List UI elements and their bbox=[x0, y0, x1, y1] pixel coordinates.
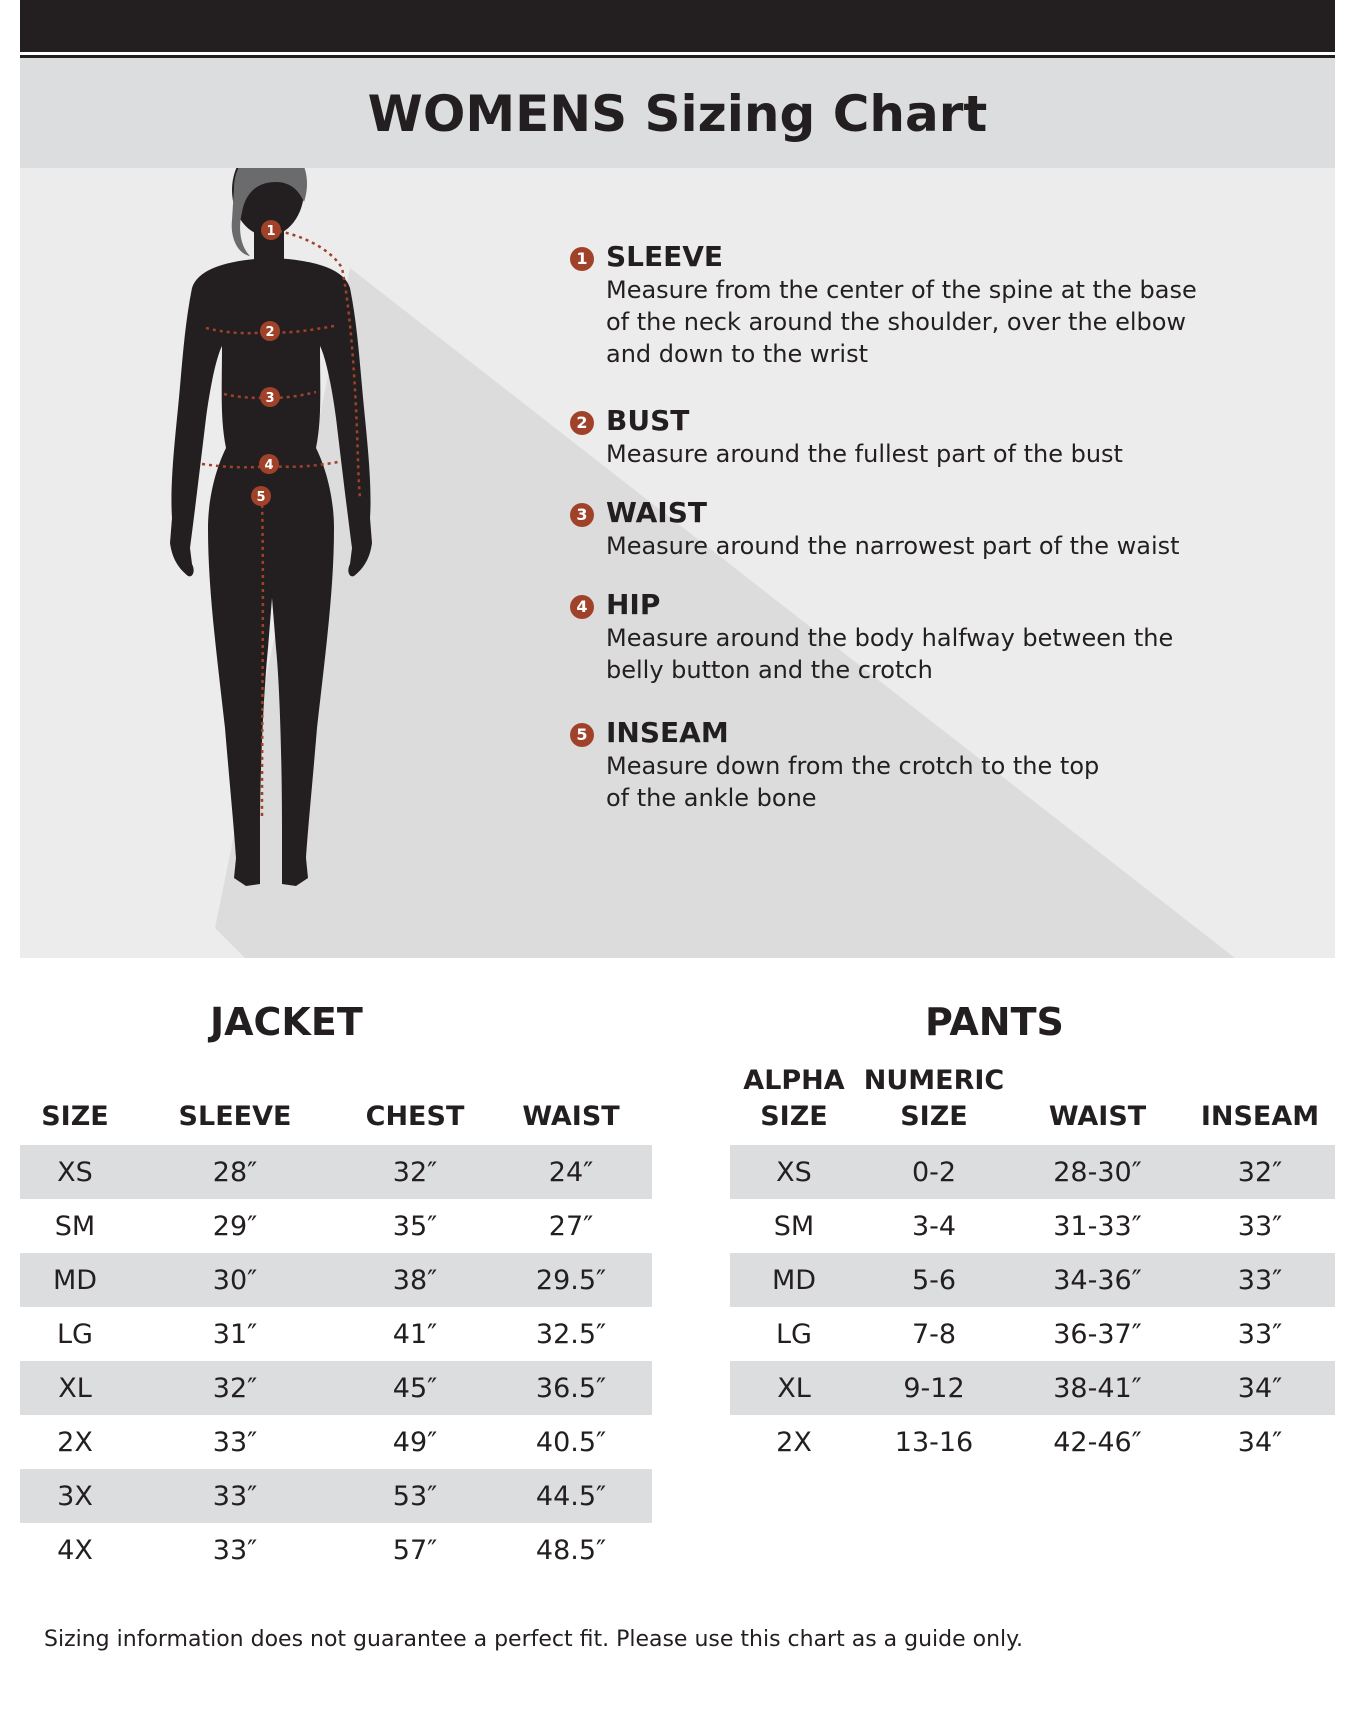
title-band bbox=[20, 58, 1335, 168]
jacket-table bbox=[20, 1055, 652, 1577]
cell-size: 4X bbox=[57, 1534, 93, 1566]
cell-numeric-size: 5-6 bbox=[858, 1253, 1010, 1307]
cell-chest: 45″ bbox=[340, 1361, 490, 1415]
table-row bbox=[20, 1361, 652, 1415]
cell-size: MD bbox=[20, 1253, 130, 1307]
cell-size: 3X bbox=[20, 1469, 130, 1523]
table-row bbox=[730, 1253, 1335, 1307]
cell-size: SM bbox=[54, 1210, 96, 1242]
instruction-inseam bbox=[570, 716, 1210, 814]
instruction-number: 5 bbox=[570, 723, 594, 747]
instruction-heading: WAIST bbox=[606, 496, 707, 529]
header-line: SIZE bbox=[900, 1101, 968, 1132]
title-bold: WOMENS bbox=[367, 85, 628, 143]
cell-waist: 40.5″ bbox=[535, 1426, 607, 1458]
cell-inseam: 32″ bbox=[1185, 1145, 1335, 1199]
cell-chest: 35″ bbox=[392, 1210, 438, 1242]
cell-waist: 42-46″ bbox=[1053, 1426, 1142, 1458]
cell-numeric-size: 0-2 bbox=[858, 1145, 1010, 1199]
header-line: INSEAM bbox=[1200, 1101, 1320, 1132]
table-row bbox=[20, 1199, 652, 1253]
cell-inseam: 33″ bbox=[1185, 1253, 1335, 1307]
instruction-hip bbox=[570, 588, 1210, 686]
cell-inseam: 34″ bbox=[1237, 1426, 1283, 1458]
pants-table bbox=[730, 1055, 1335, 1469]
cell-inseam: 33″ bbox=[1237, 1210, 1283, 1242]
cell-waist: 27″ bbox=[548, 1210, 594, 1242]
instruction-waist bbox=[570, 496, 1210, 562]
cell-waist: 38-41″ bbox=[1010, 1361, 1185, 1415]
cell-sleeve: 33″ bbox=[212, 1534, 258, 1566]
pants-col-waist bbox=[1010, 1055, 1185, 1145]
table-row bbox=[20, 1469, 652, 1523]
instruction-bust bbox=[570, 404, 1210, 470]
cell-waist: 31-33″ bbox=[1053, 1210, 1142, 1242]
cell-numeric-size: 7-8 bbox=[911, 1318, 957, 1350]
table-row bbox=[20, 1307, 652, 1361]
cell-sleeve: 31″ bbox=[212, 1318, 258, 1350]
cell-chest: 49″ bbox=[392, 1426, 438, 1458]
table-row bbox=[20, 1523, 652, 1577]
cell-size: XL bbox=[20, 1361, 130, 1415]
table-row bbox=[730, 1361, 1335, 1415]
jacket-col-size: SIZE bbox=[41, 1101, 109, 1132]
cell-chest: 38″ bbox=[340, 1253, 490, 1307]
cell-sleeve: 29″ bbox=[212, 1210, 258, 1242]
cell-chest: 32″ bbox=[340, 1145, 490, 1199]
cell-sleeve: 33″ bbox=[212, 1426, 258, 1458]
cell-waist: 44.5″ bbox=[490, 1469, 652, 1523]
instruction-heading: SLEEVE bbox=[606, 240, 724, 273]
instruction-line: and down to the wrist bbox=[606, 340, 868, 368]
instruction-sleeve bbox=[570, 240, 1210, 370]
cell-inseam: 33″ bbox=[1237, 1318, 1283, 1350]
cell-size: XS bbox=[20, 1145, 130, 1199]
cell-alpha-size: LG bbox=[776, 1318, 812, 1350]
measurement-instructions bbox=[570, 240, 1210, 814]
cell-alpha-size: XS bbox=[730, 1145, 858, 1199]
cell-waist: 32.5″ bbox=[535, 1318, 607, 1350]
table-row bbox=[20, 1415, 652, 1469]
header-line: NUMERIC bbox=[863, 1065, 1005, 1096]
instruction-line: Measure around the body halfway between the bbox=[606, 624, 1174, 652]
header-line: ALPHA bbox=[743, 1065, 845, 1096]
instruction-line: belly button and the crotch bbox=[606, 656, 933, 684]
cell-numeric-size: 13-16 bbox=[894, 1426, 974, 1458]
instruction-number: 3 bbox=[570, 503, 594, 527]
pants-title: PANTS bbox=[925, 1000, 1064, 1044]
table-row bbox=[730, 1307, 1335, 1361]
cell-waist: 29.5″ bbox=[490, 1253, 652, 1307]
jacket-title: JACKET bbox=[210, 1000, 363, 1044]
instruction-number: 2 bbox=[570, 411, 594, 435]
pants-col-inseam bbox=[1185, 1055, 1335, 1145]
cell-chest: 53″ bbox=[340, 1469, 490, 1523]
cell-waist: 36-37″ bbox=[1053, 1318, 1142, 1350]
marker-1: 1 bbox=[266, 224, 276, 239]
instruction-line: Measure down from the crotch to the top bbox=[606, 752, 1100, 780]
instruction-number: 4 bbox=[570, 595, 594, 619]
cell-inseam: 34″ bbox=[1185, 1361, 1335, 1415]
top-bar bbox=[20, 0, 1335, 52]
table-row bbox=[20, 1145, 652, 1199]
jacket-col-waist: WAIST bbox=[522, 1101, 620, 1132]
cell-chest: 41″ bbox=[392, 1318, 438, 1350]
instruction-line: of the neck around the shoulder, over the elbow bbox=[606, 308, 1187, 336]
pants-header-row bbox=[730, 1055, 1335, 1145]
cell-waist: 36.5″ bbox=[490, 1361, 652, 1415]
cell-waist: 24″ bbox=[490, 1145, 652, 1199]
pants-col-numeric-size bbox=[858, 1055, 1010, 1145]
header-line: SIZE bbox=[760, 1101, 828, 1132]
table-row bbox=[730, 1199, 1335, 1253]
cell-alpha-size: XL bbox=[730, 1361, 858, 1415]
table-row bbox=[20, 1253, 652, 1307]
header-line: WAIST bbox=[1048, 1101, 1147, 1132]
pants-col-alpha-size bbox=[730, 1055, 858, 1145]
instruction-heading: INSEAM bbox=[606, 716, 729, 749]
marker-2: 2 bbox=[265, 325, 275, 340]
marker-5: 5 bbox=[256, 490, 266, 505]
cell-size: LG bbox=[57, 1318, 93, 1350]
jacket-col-chest: CHEST bbox=[365, 1101, 465, 1132]
cell-waist: 34-36″ bbox=[1010, 1253, 1185, 1307]
instruction-line: Measure around the fullest part of the bust bbox=[606, 440, 1123, 468]
instruction-number: 1 bbox=[570, 247, 594, 271]
page-title bbox=[20, 84, 1335, 144]
table-row bbox=[730, 1415, 1335, 1469]
table-row bbox=[730, 1145, 1335, 1199]
cell-alpha-size: MD bbox=[730, 1253, 858, 1307]
cell-alpha-size: SM bbox=[773, 1210, 815, 1242]
marker-4: 4 bbox=[264, 458, 274, 473]
cell-sleeve: 28″ bbox=[130, 1145, 340, 1199]
cell-sleeve: 33″ bbox=[130, 1469, 340, 1523]
title-rest: Sizing Chart bbox=[644, 85, 988, 143]
cell-chest: 57″ bbox=[392, 1534, 438, 1566]
cell-waist: 28-30″ bbox=[1010, 1145, 1185, 1199]
cell-sleeve: 32″ bbox=[130, 1361, 340, 1415]
instruction-heading: HIP bbox=[606, 588, 661, 621]
instruction-heading: BUST bbox=[606, 404, 690, 437]
cell-numeric-size: 3-4 bbox=[911, 1210, 957, 1242]
instruction-line: Measure around the narrowest part of the waist bbox=[606, 532, 1180, 560]
instruction-line: of the ankle bone bbox=[606, 784, 817, 812]
marker-3: 3 bbox=[265, 391, 275, 406]
cell-sleeve: 30″ bbox=[130, 1253, 340, 1307]
cell-alpha-size: 2X bbox=[776, 1426, 812, 1458]
instruction-line: Measure from the center of the spine at the base bbox=[606, 276, 1197, 304]
jacket-col-sleeve: SLEEVE bbox=[178, 1101, 292, 1132]
cell-waist: 48.5″ bbox=[535, 1534, 607, 1566]
disclaimer-text: Sizing information does not guarantee a perfect fit. Please use this chart as a guide only. bbox=[44, 1627, 1024, 1652]
cell-size: 2X bbox=[57, 1426, 93, 1458]
jacket-header-row bbox=[20, 1055, 652, 1145]
cell-numeric-size: 9-12 bbox=[858, 1361, 1010, 1415]
